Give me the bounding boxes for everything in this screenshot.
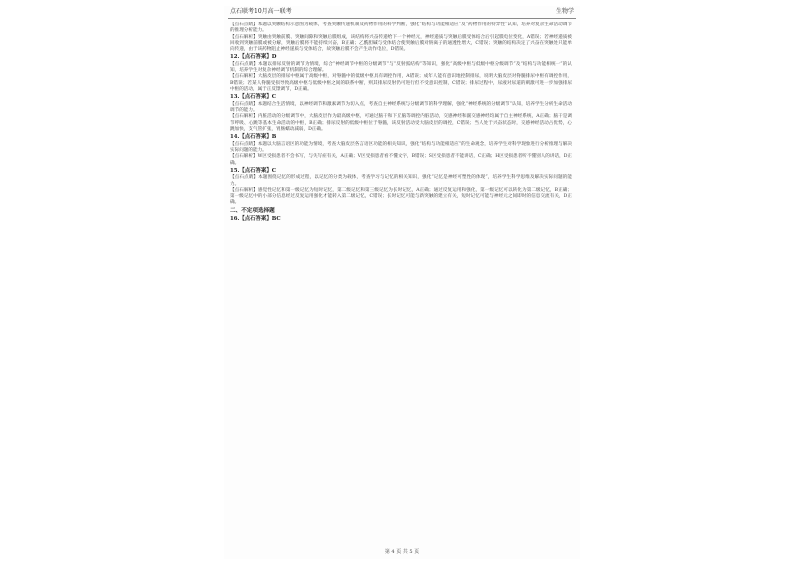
paragraph: 【点石解析】感觉性记忆和第一级记忆为短时记忆，第二级记忆和第三级记忆为长时记忆，A正确；通过反复运用和强化，第一级记忆可以转化为第二级记忆，B正确；第一级记忆中的小部分信息经过反复运用强化才能转入第二级记忆，C错误；长时记忆可能与新突触的建立有关，短时记忆可能与神经元之间即时的信息交流有关，D正确。 bbox=[230, 187, 572, 206]
page-header bbox=[228, 6, 576, 19]
header-subject: 生物学 bbox=[555, 8, 574, 15]
document-body bbox=[230, 22, 572, 541]
answer-heading: 12.【点石答案】D bbox=[230, 54, 277, 61]
section-heading: 二、不定项选择题 bbox=[230, 207, 275, 214]
header-exam-title: 点石联考10月高一联考 bbox=[230, 8, 292, 15]
answer-heading: 16.【点石答案】BC bbox=[230, 216, 281, 223]
paragraph: 【点石点睛】本题以排尿反射的调节为情境，综合“神经调节中枢的分级调节”与“反射弧结构”等知识，强化“高级中枢与低级中枢分级调节”及“结构与功能相统一”的认知，培养学生对复杂神经调节机制的综合理解。 bbox=[230, 61, 572, 74]
answer-heading: 14.【点石答案】B bbox=[230, 134, 277, 141]
paragraph: 【点石解析】内脏活动的分级调节中，大脑皮层作为最高级中枢，可通过脑干和下丘脑等调控内脏活动，交感神经和副交感神经均属于自主神经系统，A正确；脑干是调节呼吸、心跳等基本生命活动的中枢，B正确；排尿反射的低级中枢位于脊髓，该反射活动受大脑皮层的调控，C错误；当人处于兴奋状态时，交感神经活动占优势，心跳加快，支气管扩张，胃肠蠕动减弱，D正确。 bbox=[230, 114, 572, 132]
answer-heading: 13.【点石答案】C bbox=[230, 94, 277, 101]
paragraph: 【点石点睛】本题围绕记忆的形成过程，以记忆的分类为载体，考查学习与记忆的相关知识，强化“记忆是神经可塑性的体现”，培养学生科学思维及解决实际问题的能力。 bbox=[230, 175, 572, 187]
page-footer: 第 4 页 共 5 页 bbox=[384, 549, 420, 555]
paragraph: 【点石点睛】本题以突触结构示意图为载体，考查突触传递机制及药物作用的科学判断，强化“结构与功能相适应”及“药物作用的特异性”认知，培养对复杂生命活动调节的推理分析能力。 bbox=[230, 22, 572, 34]
paragraph: 【点石点睛】本题以大脑言语区的功能为情境，考查大脑皮层各言语区功能的相关知识，强化“结构与功能相适应”的生命观念，培养学生对科学现象进行分析推理与解决实际问题的能力。 bbox=[230, 141, 572, 153]
paragraph: 【点石解析】突触由突触前膜、突触间隙和突触后膜组成，该结构将兴奋传递给下一个神经元，神经递质与突触后膜受体结合后引起膜电位变化，A错误；若神经递质被回收到突触前膜或被分解，突触后膜将不能持续兴奋，B正确；乙酰胆碱与受体结合使突触后膜对钠离子的通透性增大，C错误；突触的结构决定了兴奋在突触处只能单向传递，由于该药物阻止神经递质与受体结合，故突触后膜不会产生动作电位，D错误。 bbox=[230, 34, 572, 53]
paragraph: 【点石解析】W区受损患者不会书写，与失写症有关，A正确；V区受损患者看不懂文字，B错误；S区受损患者不能讲话，C正确；H区受损患者听不懂别人的讲话，D正确。 bbox=[230, 154, 572, 166]
document-page bbox=[224, 6, 580, 559]
paragraph: 【点石解析】大脑皮层的排尿中枢属于高级中枢，对脊髓中的低级中枢具有调控作用，A错误；成年人能有意识地控制排尿，说明大脑皮层对脊髓排尿中枢有调控作用，B错误；若某人脊髓受损导致高级中枢与低级中枢之间的联系中断，则其排尿反射仍可进行但不受意识控制，C错误；排尿过程中，尿液对尿道的刺激可进一步加强排尿中枢的活动，属于正反馈调节，D正确。 bbox=[230, 74, 572, 93]
paragraph: 【点石点睛】本题结合生活情境，以神经调节和激素调节为切入点，考查自主神经系统与分级调节的科学理解，强化“神经系统的分级调节”认知，培养学生分析生命活动调节的能力。 bbox=[230, 101, 572, 114]
answer-heading: 15.【点石答案】C bbox=[230, 167, 277, 174]
